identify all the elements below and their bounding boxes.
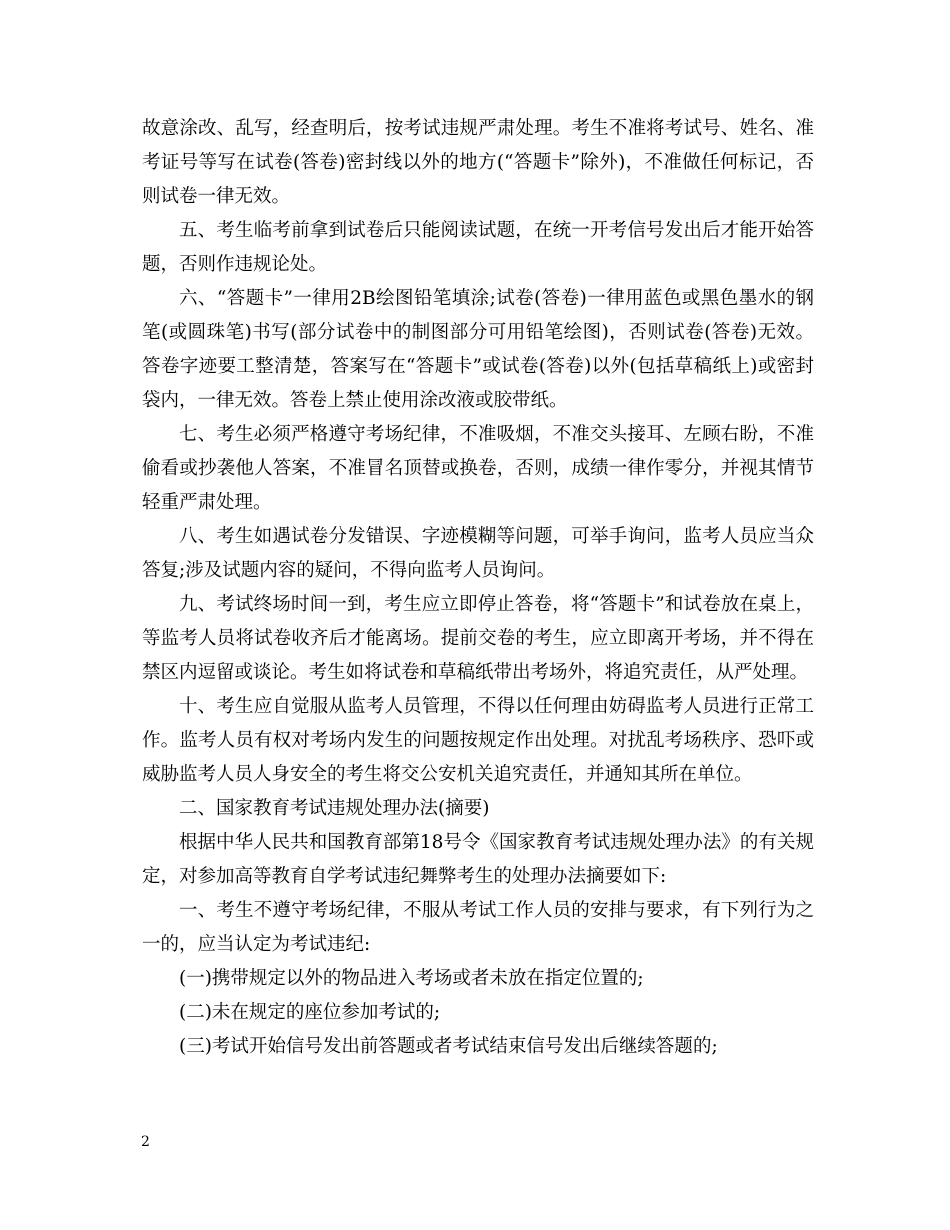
paragraph-violation-1: 一、考生不遵守考场纪律，不服从考试工作人员的安排与要求，有下列行为之一的，应当认定为考试违纪: (142, 900, 814, 955)
paragraph-intro: 根据中华人民共和国教育部第18号令《国家教育考试违规处理办法》的有关规定，对参加高等教育自学考试违纪舞弊考生的处理办法摘要如下: (142, 832, 814, 887)
section-heading: 二、国家教育考试违规处理办法(摘要) (179, 798, 490, 819)
paragraph-rule-8: 八、考生如遇试卷分发错误、字迹模糊等问题，可举手询问，监考人员应当众答复;涉及试题内容的疑问，不得向监考人员询问。 (142, 526, 814, 581)
list-item: (三)考试开始信号发出前答题或者考试结束信号发出后继续答题的; (179, 1036, 718, 1057)
paragraph-continuation: 故意涂改、乱写，经查明后，按考试违规严肃处理。考生不准将考试号、姓名、准考证号等写在试卷(答卷)密封线以外的地方(“答题卡”除外)，不准做任何标记，否则试卷一律无效。 (142, 118, 814, 207)
paragraph-rule-9: 九、考试终场时间一到，考生应立即停止答卷，将“答题卡”和试卷放在桌上，等监考人员将试卷收齐后才能离场。提前交卷的考生，应立即离开考场，并不得在禁区内逗留或谈论。考生如将试卷和草稿纸带出考场外，将追究责任，从严处理。 (142, 594, 814, 683)
body-text (142, 112, 814, 1064)
paragraph-rule-5: 五、考生临考前拿到试卷后只能阅读试题，在统一开考信号发出后才能开始答题，否则作违规论处。 (142, 220, 814, 275)
paragraph-rule-10: 十、考生应自觉服从监考人员管理，不得以任何理由妨碍监考人员进行正常工作。监考人员有权对考场内发生的问题按规定作出处理。对扰乱考场秩序、恐吓或威胁监考人员人身安全的考生将交公安机关追究责任，并通知其所在单位。 (142, 696, 814, 785)
page-number: 2 (141, 1134, 150, 1150)
list-item: (二)未在规定的座位参加考试的; (179, 1002, 441, 1023)
paragraph-rule-7: 七、考生必须严格遵守考场纪律，不准吸烟，不准交头接耳、左顾右盼，不准偷看或抄袭他人答案，不准冒名顶替或换卷，否则，成绩一律作零分，并视其情节轻重严肃处理。 (142, 424, 814, 513)
paragraph-rule-6: 六、“答题卡”一律用2B绘图铅笔填涂;试卷(答卷)一律用蓝色或黑色墨水的钢笔(或圆珠笔)书写(部分试卷中的制图部分可用铅笔绘图)，否则试卷(答卷)无效。答卷字迹要工整清楚，答案写在“答题卡”或试卷(答卷)以外(包括草稿纸上)或密封袋内，一律无效。答卷上禁止使用涂改液或胶带纸。 (142, 288, 814, 411)
list-item: (一)携带规定以外的物品进入考场或者未放在指定位置的; (179, 968, 644, 989)
